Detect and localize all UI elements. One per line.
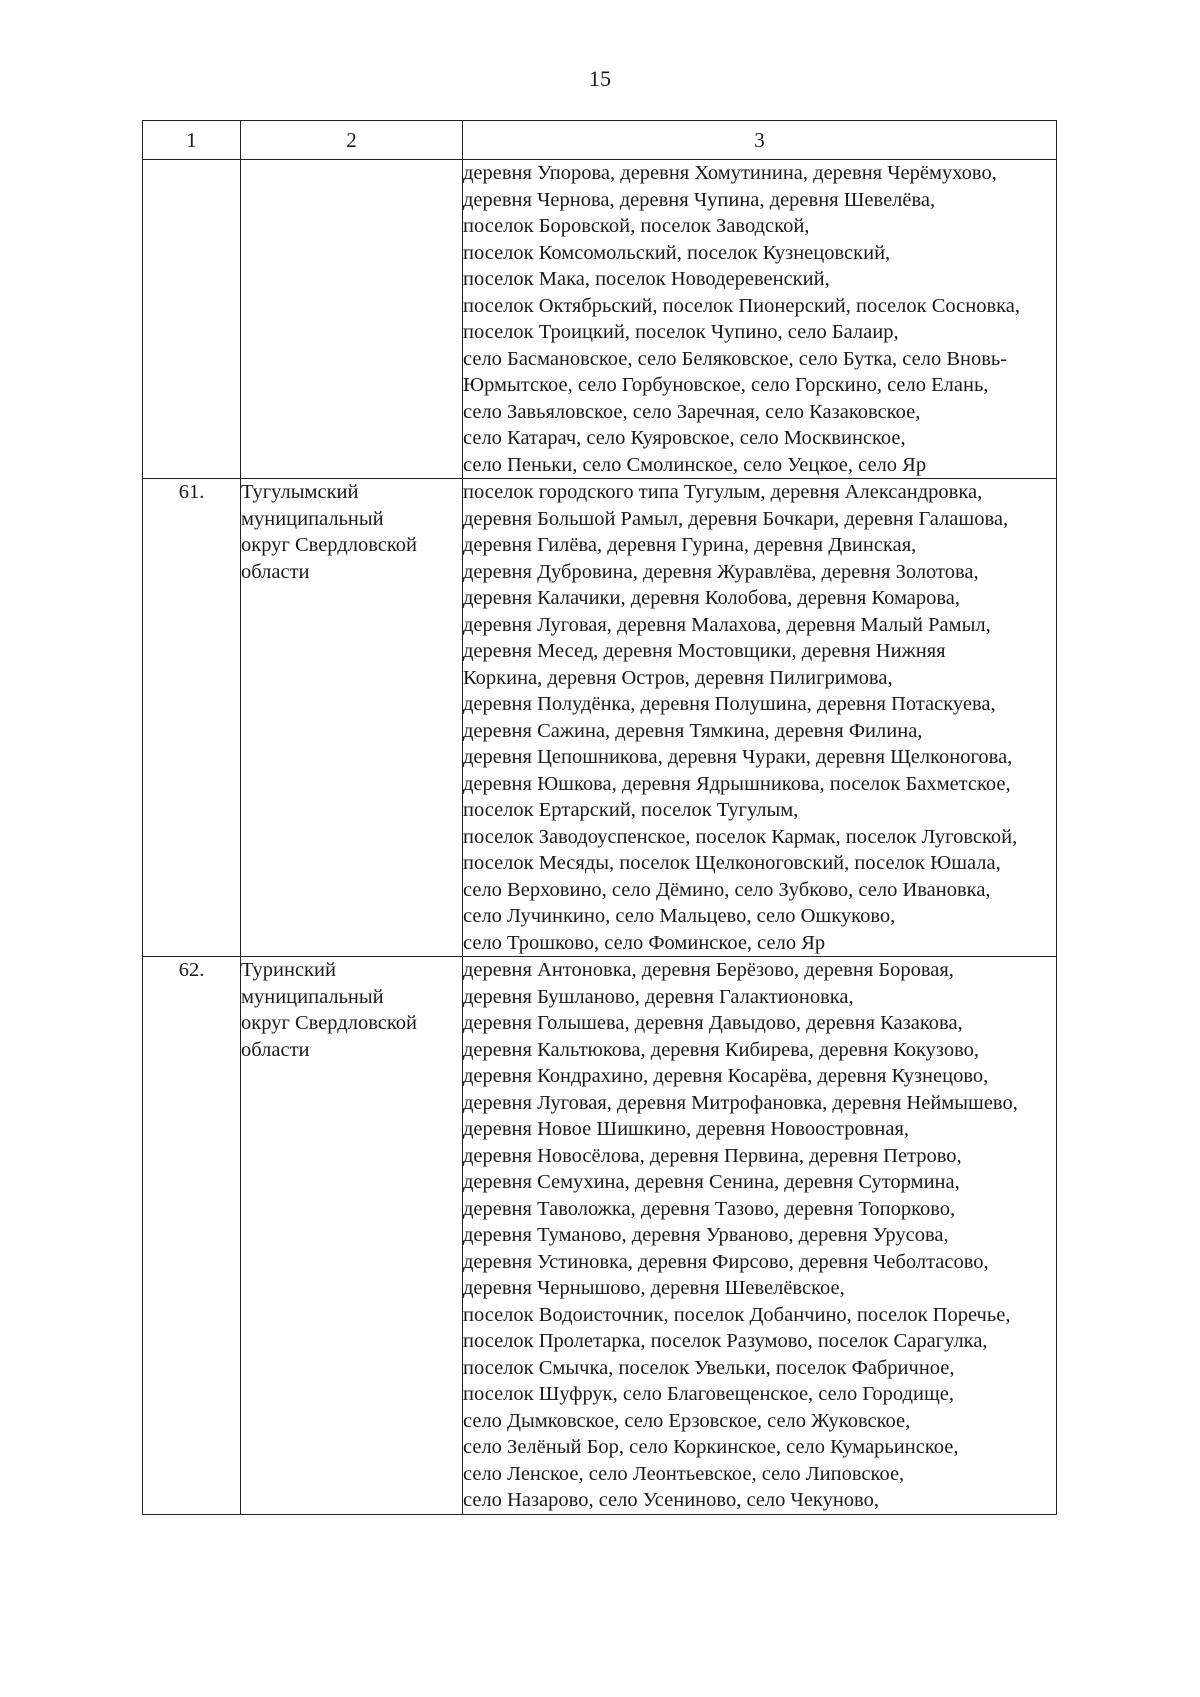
district-name-line: области xyxy=(241,1038,310,1061)
settlement-line: поселок Заводоуспенское, поселок Кармак, поселок Луговской, xyxy=(463,825,1018,848)
column-header-settlements: 3 xyxy=(463,121,1057,160)
settlement-line: деревня Полудёнка, деревня Полушина, деревня Потаскуева, xyxy=(463,693,996,715)
settlement-line: деревня Луговая, деревня Малахова, деревня Малый Рамыл, xyxy=(463,613,991,636)
settlement-line: деревня Кондрахино, деревня Косарёва, деревня Кузнецово, xyxy=(463,1065,989,1087)
page-number: 15 xyxy=(589,66,611,91)
table-body xyxy=(143,160,1057,1515)
settlement-line: деревня Антоновка, деревня Берёзово, деревня Боровая, xyxy=(463,959,954,981)
settlement-line: село Зелёный Бор, село Коркинское, село Кумарьинское, xyxy=(463,1436,959,1458)
settlement-line: поселок Месяды, поселок Щелконоговский, поселок Юшала, xyxy=(463,852,1001,874)
district-name-cell xyxy=(241,479,463,957)
district-name-line: муниципальный xyxy=(241,507,384,530)
settlement-line: деревня Сажина, деревня Тямкина, деревня Филина, xyxy=(463,719,923,742)
district-name-line: области xyxy=(241,560,310,583)
settlement-line: село Басмановское, село Беляковское, село Бутка, село Вновь- xyxy=(463,347,1008,370)
settlement-line: село Верховино, село Дёмино, село Зубково, село Ивановка, xyxy=(463,878,991,901)
settlement-line: деревня Чернова, деревня Чупина, деревня Шевелёва, xyxy=(463,188,936,211)
settlement-line: Юрмытское, село Горбуновское, село Горскино, село Елань, xyxy=(463,374,989,396)
district-name-cell xyxy=(241,160,463,479)
settlement-line: село Лучинкино, село Мальцево, село Ошкуково, xyxy=(463,905,896,927)
settlement-line: деревня Кальтюкова, деревня Кибирева, деревня Кокузово, xyxy=(463,1038,980,1061)
settlement-line: поселок Мака, поселок Новодеревенский, xyxy=(463,268,830,290)
settlement-line: деревня Таволожка, деревня Тазово, деревня Топорково, xyxy=(463,1197,956,1220)
settlement-line: поселок городского типа Тугулым, деревня Александровка, xyxy=(463,481,983,503)
district-name-cell xyxy=(241,957,463,1515)
row-number xyxy=(143,160,241,479)
settlement-line: деревня Упорова, деревня Хомутинина, деревня Черёмухово, xyxy=(463,162,997,184)
settlement-line: поселок Октябрьский, поселок Пионерский, поселок Сосновка, xyxy=(463,294,1021,317)
settlement-line: деревня Цепошникова, деревня Чураки, деревня Щелконогова, xyxy=(463,746,1013,768)
settlement-line: деревня Туманово, деревня Урваново, деревня Урусова, xyxy=(463,1224,949,1246)
table-header-row xyxy=(143,121,1057,160)
settlements-table xyxy=(142,120,1057,1515)
row-number: 62. xyxy=(143,957,241,1515)
settlement-line: село Катарач, село Куяровское, село Москвинское, xyxy=(463,427,906,449)
settlement-line: деревня Большой Рамыл, деревня Бочкари, деревня Галашова, xyxy=(463,507,1009,530)
settlement-line: село Завьяловское, село Заречная, село Казаковское, xyxy=(463,400,921,423)
settlement-line: деревня Новосёлова, деревня Первина, деревня Петрово, xyxy=(463,1144,962,1167)
settlement-line: деревня Дубровина, деревня Журавлёва, деревня Золотова, xyxy=(463,560,979,583)
settlement-line: село Ленское, село Леонтьевское, село Липовское, xyxy=(463,1462,905,1485)
settlements-cell xyxy=(463,479,1057,957)
settlement-line: поселок Водоисточник, поселок Добанчино, поселок Поречье, xyxy=(463,1303,1011,1326)
table-row xyxy=(143,160,1057,479)
settlement-line: деревня Семухина, деревня Сенина, деревня Сутормина, xyxy=(463,1171,960,1193)
settlement-line: село Дымковское, село Ерзовское, село Жуковское, xyxy=(463,1409,911,1432)
settlement-line: деревня Гилёва, деревня Гурина, деревня Двинская, xyxy=(463,534,917,556)
settlement-line: поселок Комсомольский, поселок Кузнецовский, xyxy=(463,241,891,264)
district-name-line: муниципальный xyxy=(241,985,384,1008)
settlement-line: село Трошково, село Фоминское, село Яр xyxy=(463,931,826,954)
settlement-line: поселок Троицкий, поселок Чупино, село Балаир, xyxy=(463,321,899,343)
settlement-line: поселок Смычка, поселок Увельки, поселок Фабричное, xyxy=(463,1356,955,1379)
settlement-line: поселок Пролетарка, поселок Разумово, поселок Сарагулка, xyxy=(463,1330,988,1352)
district-name-line: округ Свердловской xyxy=(241,534,417,556)
column-header-number: 1 xyxy=(143,121,241,160)
settlement-line: деревня Устиновка, деревня Фирсово, деревня Чеболтасово, xyxy=(463,1250,989,1273)
settlement-line: деревня Юшкова, деревня Ядрышникова, поселок Бахметское, xyxy=(463,772,1011,795)
table-row xyxy=(143,957,1057,1515)
settlement-line: деревня Калачики, деревня Колобова, деревня Комарова, xyxy=(463,587,961,609)
settlement-line: деревня Месед, деревня Мостовщики, деревня Нижняя xyxy=(463,640,946,662)
settlement-line: поселок Ертарский, поселок Тугулым, xyxy=(463,799,799,821)
column-header-district: 2 xyxy=(241,121,463,160)
settlement-line: деревня Чернышово, деревня Шевелёвское, xyxy=(463,1277,845,1299)
district-name-line: Тугулымский xyxy=(241,481,359,503)
row-number: 61. xyxy=(143,479,241,957)
settlement-line: деревня Луговая, деревня Митрофановка, деревня Неймышево, xyxy=(463,1091,1018,1114)
settlement-line: деревня Бушланово, деревня Галактионовка, xyxy=(463,985,854,1008)
district-name-line: округ Свердловской xyxy=(241,1012,417,1034)
settlement-line: поселок Боровской, поселок Заводской, xyxy=(463,215,810,237)
settlement-line: поселок Шуфрук, село Благовещенское, село Городище, xyxy=(463,1383,954,1405)
settlements-cell xyxy=(463,160,1057,479)
settlement-line: деревня Новое Шишкино, деревня Новоостровная, xyxy=(463,1118,910,1140)
settlement-line: село Назарово, село Усениново, село Чекуново, xyxy=(463,1489,879,1511)
settlement-line: село Пеньки, село Смолинское, село Уецкое, село Яр xyxy=(463,453,927,476)
settlement-line: деревня Голышева, деревня Давыдово, деревня Казакова, xyxy=(463,1012,963,1034)
table-row xyxy=(143,479,1057,957)
settlement-line: Коркина, деревня Остров, деревня Пилигримова, xyxy=(463,666,893,689)
district-name-line: Туринский xyxy=(241,959,336,981)
settlements-cell xyxy=(463,957,1057,1515)
